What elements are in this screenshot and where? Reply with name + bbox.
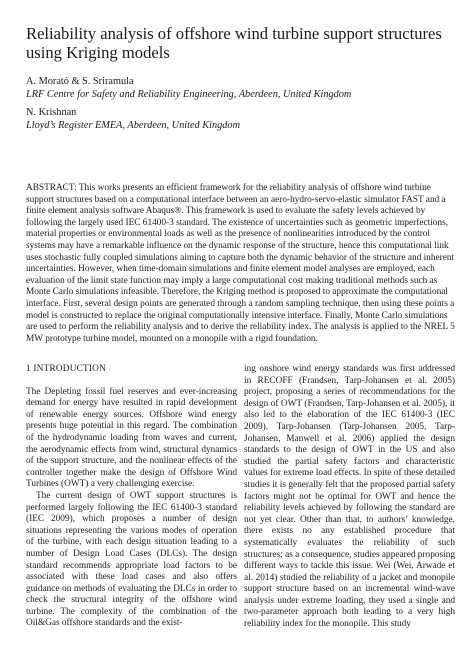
author-block	[26, 75, 456, 132]
body-paragraph: The current design of OWT support structures is performed largely following the IEC 61400-3 standard (IEC 2009), which proposes a number of design situations representing the various modes of operation of the turbine, with each design situation leading to a number of Design Load Cases (DLCs). The design standard recommends appropriate load factors to be associated with these load cases and also offers guidance on methods of evaluating the DLCs in order to check the structural integrity of the offshore wind turbine. The complexity of the combination of the Oil&Gas offshore standards and the exist-	[26, 490, 237, 629]
section-heading: 1 INTRODUCTION	[26, 364, 107, 374]
body-paragraph: The Depleting fossil fuel reserves and ever-increasing demand for energy have resulted in rapid development of renewable energy sources. Offshore wind energy presents huge potential in this regard. The combination of the hydrodynamic loading from waves and current, the aerodynamic effects from wind, structural dynamics of the support structure, and the nonlinear effects of the controller together make the design of Offshore Wind Turbines (OWT) a very challenging exercise.	[26, 386, 237, 490]
abstract: ABSTRACT: This works presents an efficient framework for the reliability analysis of offshore wind turbine support structures based on a computational interface between an aero-hydro-servo-elastic simulator FAST and a finite element analysis software Abaqus®. This framework is used to evaluate the safety levels achieved by following the largely used IEC 61400-3 standard. The existence of uncertainties such as geometric imperfections, material properties or environmental loads as well as the presence of nonlinearities introduced by the control systems may have a remarkable influence on the dynamic response of the structure, hence this computational link uses stochastic fully coupled simulations aiming to capture both the dynamic behavior of the structure and inherent uncertainties. However, when time-domain simulations and finite element model analyses are employed, each evaluation of the limit state function may imply a large computational cost making traditional methods such as Monte Carlo simulations infeasible. Therefore, the Kriging method is proposed to approximate the computational interface. First, several design points are generated through a random sampling technique, then using these points a model is constructed to replace the original computationally intensive interface. Finally, Monte Carlo simulations are used to perform the reliability analysis and to derive the reliability index. The analysis is applied to the NREL 5 MW prototype turbine model, mounted on a monopile with a rigid foundation.	[26, 183, 455, 344]
paper-title: Reliability analysis of offshore wind turbine support structures using Kriging models	[26, 24, 442, 62]
author-affiliation-1: LRF Centre for Safety and Reliability Engineering, Aberdeen, United Kingdom	[26, 89, 352, 100]
author-affiliation-2: Lloyd’s Register EMEA, Aberdeen, United Kingdom	[26, 120, 241, 131]
author-names-1: A. Morató & S. Sriramula	[26, 76, 134, 87]
right-column	[244, 364, 455, 631]
left-column	[26, 364, 237, 630]
author-names-2: N. Krishnan	[26, 107, 77, 118]
body-paragraph: ing onshore wind energy standards was first addressed in RECOFF (Frandsen, Tarp-Johansen et al. 2005) project, proposing a series of recommendations for the design of OWT (Frandsen, Tarp-Johansen et al. 2005), it also led to the elaboration of the IEC 61400-3 (IEC 2009). Tarp-Johansen (Tarp-Johansen 2005, Tarp-Johansen, Manwell et al. 2006) applied the design standards to the design of OWT in the US and also studied the partial safety factors and characteristic values for extreme load effects. In spite of these detailed studies it is generally felt that the proposed partial safety factors might not be optimal for OWT and hence the reliability levels achieved by following the standard are not yet clear. Other than that, to authors’ knowledge, there exists no any established procedure that systematically evaluates the reliability of such structures; as a consequence, studies appeared proposing different ways to tackle this issue. Wei (Wei, Arwade et al. 2014) studied the reliability of a jacket and monopile support structure based on an incremental wind-wave analysis under extreme loading, they used a single and two-parameter approach both leading to a very high reliability index for the monopile. This study	[244, 364, 455, 630]
